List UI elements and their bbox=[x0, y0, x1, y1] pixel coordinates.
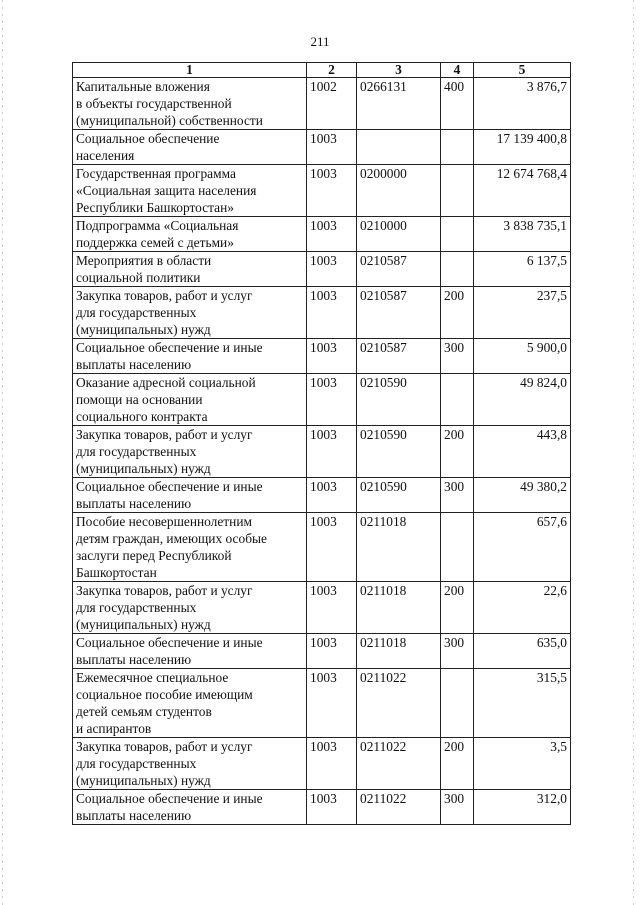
row-section-cell: 1002 bbox=[307, 78, 357, 130]
right-scan-edge bbox=[633, 0, 634, 905]
row-expense-type-cell bbox=[441, 513, 474, 582]
row-name-cell: Мероприятия в области социальной политики bbox=[73, 252, 307, 287]
table-row bbox=[73, 634, 571, 669]
row-target-cell: 0210590 bbox=[357, 426, 441, 478]
table-row bbox=[73, 287, 571, 339]
row-name-cell: Капитальные вложения в объекты государственной (муниципальной) собственности bbox=[73, 78, 307, 130]
row-expense-type-cell: 400 bbox=[441, 78, 474, 130]
table-row bbox=[73, 738, 571, 790]
row-section-cell: 1003 bbox=[307, 339, 357, 374]
row-name-cell: Социальное обеспечение и иные выплаты населению bbox=[73, 634, 307, 669]
row-amount-cell: 3 838 735,1 bbox=[474, 217, 571, 252]
row-expense-type-cell: 200 bbox=[441, 426, 474, 478]
row-section-cell: 1003 bbox=[307, 374, 357, 426]
row-section-cell: 1003 bbox=[307, 165, 357, 217]
row-expense-type-cell: 300 bbox=[441, 339, 474, 374]
row-section-cell: 1003 bbox=[307, 478, 357, 513]
table-row bbox=[73, 478, 571, 513]
row-target-cell: 0211018 bbox=[357, 582, 441, 634]
table-row bbox=[73, 252, 571, 287]
table-row bbox=[73, 426, 571, 478]
table-row bbox=[73, 165, 571, 217]
row-name-cell: Ежемесячное специальное социальное пособие имеющим детей семьям студентов и аспирантов bbox=[73, 669, 307, 738]
table-row bbox=[73, 790, 571, 825]
row-target-cell: 0210587 bbox=[357, 252, 441, 287]
row-name-cell: Государственная программа «Социальная защита населения Республики Башкортостан» bbox=[73, 165, 307, 217]
row-target-cell: 0210590 bbox=[357, 478, 441, 513]
column-header-amount: 5 bbox=[474, 63, 571, 78]
row-name-cell: Социальное обеспечение населения bbox=[73, 130, 307, 165]
row-section-cell: 1003 bbox=[307, 634, 357, 669]
table-body bbox=[73, 78, 571, 825]
row-amount-cell: 49 824,0 bbox=[474, 374, 571, 426]
row-section-cell: 1003 bbox=[307, 582, 357, 634]
row-target-cell: 0211022 bbox=[357, 669, 441, 738]
row-target-cell: 0210587 bbox=[357, 339, 441, 374]
budget-table bbox=[72, 62, 571, 825]
left-scan-edge bbox=[2, 0, 3, 905]
row-target-cell bbox=[357, 130, 441, 165]
row-amount-cell: 3 876,7 bbox=[474, 78, 571, 130]
row-target-cell: 0210590 bbox=[357, 374, 441, 426]
row-amount-cell: 49 380,2 bbox=[474, 478, 571, 513]
row-target-cell: 0266131 bbox=[357, 78, 441, 130]
table-row bbox=[73, 78, 571, 130]
row-expense-type-cell: 300 bbox=[441, 790, 474, 825]
row-amount-cell: 443,8 bbox=[474, 426, 571, 478]
row-section-cell: 1003 bbox=[307, 426, 357, 478]
row-expense-type-cell: 200 bbox=[441, 738, 474, 790]
row-amount-cell: 12 674 768,4 bbox=[474, 165, 571, 217]
page-number: 211 bbox=[310, 34, 330, 49]
row-section-cell: 1003 bbox=[307, 287, 357, 339]
row-amount-cell: 22,6 bbox=[474, 582, 571, 634]
row-amount-cell: 6 137,5 bbox=[474, 252, 571, 287]
row-target-cell: 0210000 bbox=[357, 217, 441, 252]
row-expense-type-cell: 300 bbox=[441, 478, 474, 513]
row-target-cell: 0211022 bbox=[357, 790, 441, 825]
row-amount-cell: 3,5 bbox=[474, 738, 571, 790]
row-name-cell: Оказание адресной социальной помощи на основании социального контракта bbox=[73, 374, 307, 426]
row-target-cell: 0211022 bbox=[357, 738, 441, 790]
column-header-expense-type: 4 bbox=[441, 63, 474, 78]
row-name-cell: Пособие несовершеннолетним детям граждан, имеющих особые заслуги перед Республикой Башкортостан bbox=[73, 513, 307, 582]
table-row bbox=[73, 513, 571, 582]
row-expense-type-cell bbox=[441, 165, 474, 217]
row-section-cell: 1003 bbox=[307, 738, 357, 790]
row-amount-cell: 17 139 400,8 bbox=[474, 130, 571, 165]
row-target-cell: 0211018 bbox=[357, 634, 441, 669]
row-amount-cell: 657,6 bbox=[474, 513, 571, 582]
row-section-cell: 1003 bbox=[307, 130, 357, 165]
row-expense-type-cell bbox=[441, 217, 474, 252]
row-name-cell: Социальное обеспечение и иные выплаты населению bbox=[73, 478, 307, 513]
row-section-cell: 1003 bbox=[307, 217, 357, 252]
row-expense-type-cell: 200 bbox=[441, 582, 474, 634]
table-header-row bbox=[73, 63, 571, 78]
row-amount-cell: 312,0 bbox=[474, 790, 571, 825]
row-name-cell: Подпрограмма «Социальная поддержка семей с детьми» bbox=[73, 217, 307, 252]
row-expense-type-cell bbox=[441, 374, 474, 426]
row-amount-cell: 237,5 bbox=[474, 287, 571, 339]
row-amount-cell: 315,5 bbox=[474, 669, 571, 738]
row-name-cell: Закупка товаров, работ и услуг для государственных (муниципальных) нужд bbox=[73, 738, 307, 790]
row-name-cell: Социальное обеспечение и иные выплаты населению bbox=[73, 790, 307, 825]
row-amount-cell: 635,0 bbox=[474, 634, 571, 669]
row-expense-type-cell: 200 bbox=[441, 287, 474, 339]
row-target-cell: 0200000 bbox=[357, 165, 441, 217]
table-row bbox=[73, 669, 571, 738]
row-name-cell: Закупка товаров, работ и услуг для государственных (муниципальных) нужд bbox=[73, 426, 307, 478]
row-expense-type-cell: 300 bbox=[441, 634, 474, 669]
column-header-target: 3 bbox=[357, 63, 441, 78]
row-expense-type-cell bbox=[441, 130, 474, 165]
row-expense-type-cell bbox=[441, 669, 474, 738]
table-row bbox=[73, 339, 571, 374]
row-target-cell: 0210587 bbox=[357, 287, 441, 339]
row-name-cell: Закупка товаров, работ и услуг для государственных (муниципальных) нужд bbox=[73, 582, 307, 634]
row-target-cell: 0211018 bbox=[357, 513, 441, 582]
table-row bbox=[73, 374, 571, 426]
row-expense-type-cell bbox=[441, 252, 474, 287]
row-section-cell: 1003 bbox=[307, 513, 357, 582]
table-row bbox=[73, 582, 571, 634]
table-row bbox=[73, 130, 571, 165]
column-header-section: 2 bbox=[307, 63, 357, 78]
row-section-cell: 1003 bbox=[307, 790, 357, 825]
row-name-cell: Социальное обеспечение и иные выплаты населению bbox=[73, 339, 307, 374]
table-row bbox=[73, 217, 571, 252]
row-section-cell: 1003 bbox=[307, 252, 357, 287]
row-name-cell: Закупка товаров, работ и услуг для государственных (муниципальных) нужд bbox=[73, 287, 307, 339]
row-amount-cell: 5 900,0 bbox=[474, 339, 571, 374]
row-section-cell: 1003 bbox=[307, 669, 357, 738]
column-header-name: 1 bbox=[73, 63, 307, 78]
